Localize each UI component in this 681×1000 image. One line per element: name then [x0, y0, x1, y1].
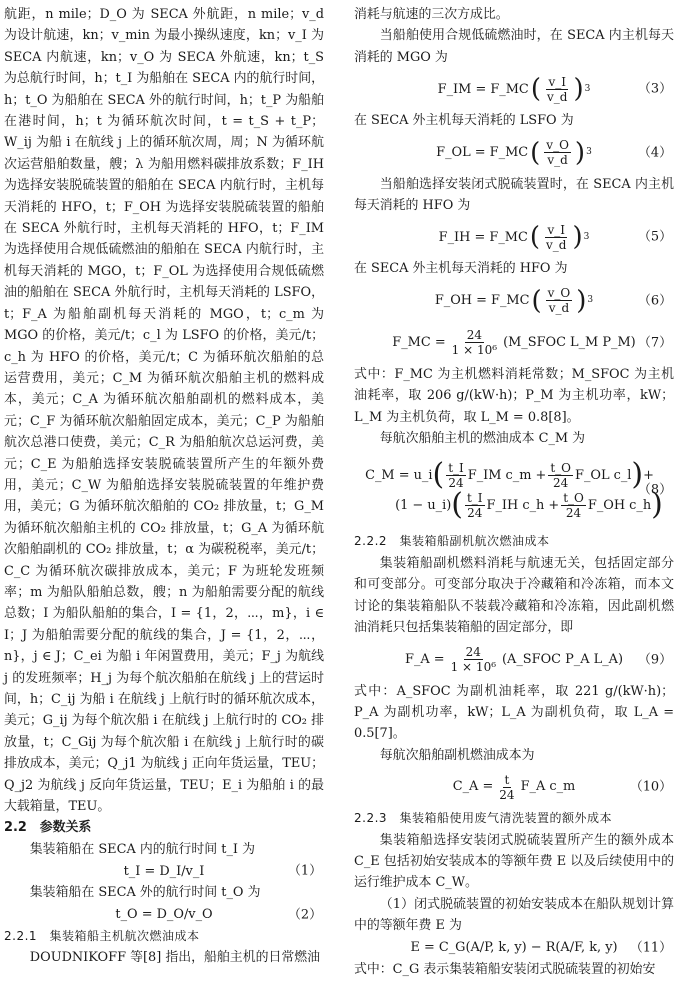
- equation-5-lhs: F_IH = F_MC: [438, 229, 528, 245]
- equation-7-number: （7）: [638, 335, 672, 351]
- equation-10-numerator: t: [504, 772, 510, 787]
- equation-4-lhs: F_OL = F_MC: [436, 144, 529, 160]
- equation-5-exponent: 3: [583, 231, 590, 242]
- equation-9-denominator: 1 × 10⁶: [450, 660, 497, 674]
- equation-10-rhs: F_A c_m: [520, 779, 576, 795]
- equation-9-number: （9）: [638, 651, 672, 667]
- eq9-description: 式中：A_SFOC 为副机油耗率，取 221 g/(kW·h)；P_A 为副机功率，kW；L_A 为副机负荷，取 L_A = 0.5[7]。: [354, 683, 674, 742]
- equation-6-number: （6）: [638, 293, 672, 309]
- symbol-definitions: 航距，n mile；D_O 为 SECA 外航距，n mile；v_d 为设计航速，kn；v_min 为最小操纵速度，kn；v_I 为 SECA 内航速，kn；v_O 为 SECA 外航速，kn；t_S 为总航行时间，h；t_I 为船舶在 SECA 内的航行时间，h；t_O 为船舶在 SECA 外的航行时间，h；t_P 为船舶在港时间，h；t 为循环航次时间，t = t_S + t_P；W_ij 为船 i 在航线 j 上的循环航次周，周；N 为循环航次运营船舶数量，艘；λ 为船用燃料碳排放系数；F_IH 为选择安装脱硫装置的船舶在 SECA 内航行时，主机每天消耗的 HFO，t；F_OH 为选择安装脱硫装置的船舶在 SECA 外航行时，主机每天消耗的 HFO，t；F_IM 为选择使用合规低硫燃油的船舶在 SECA 内航行时，主机每天消耗的 MGO，t；F_OL 为选择使用合规低硫燃油的船舶在 SECA 外航行时，主机每天消耗的 LSFO，t；F_A 为船舶副机每天消耗的 MGO，t；c_m 为 MGO 的价格，美元/t；c_l 为 LSFO 的价格，美元/t；c_h 为 HFO 的价格，美元/t；C 为循环航次船舶的总运营费用，美元；C_M 为循环航次船舶主机的燃料成本，美元；C_A 为循环航次船舶副机的燃料成本，美元；C_F 为循环航次船舶固定成本，美元；C_P 为船舶航次总港口使费，美元；C_R 为船舶航次总运河费，美元；C_E 为船舶选择安装脱硫装置所产生的年额外费用，美元；C_W 为船舶选择安装脱硫装置的年维护费用，美元；G 为循环航次船舶的 CO₂ 排放量，t；G_M 为循环航次船舶主机的 CO₂ 排放量，t；G_A 为循环航次船舶副机的 CO₂ 排放量，t；α 为碳税税率，美元/t；C_C 为循环航次碳排放成本，美元；F 为班轮发班频率；m 为船队船舶总数，艘；n 为船舶需要分配的航线总数；I 为船队船舶的集合，I = {1，2，⋯，m}，i ∈ I；J 为船舶需要分配的航线的集合，J = {1，2，⋯，n}，j ∈ J；C_ei 为船 i 年闲置费用，美元；F_j 为航线 j 的发班频率；H_j 为每个航次船舶在航线 j 上的营运时间，h；C_ij 为船 i 在航线 j 上航行时的循环航次成本，美元；G_ij 为每个航次船 i 在航线 j 上航行时的 CO₂ 排放量，t；C_Gij 为每个航次船 i 在航线 j 上航行时的碳排放成本，美元；Q_j1 为航线 j 正向年货运量，TEU；Q_j2 为航线 j 反向年货运量，TEU；E_i 为船舶 i 的最大载箱量，TEU。: [4, 7, 324, 815]
- equation-8-frac-a-bot: 24: [448, 475, 464, 490]
- equation-8-number: （8）: [638, 482, 672, 498]
- equation-9: [354, 639, 674, 681]
- equation-8-frac-b-bot: 24: [553, 475, 569, 490]
- equation-10-lhs: C_A =: [452, 779, 494, 795]
- extra-cost-paragraph: 集装箱船选择安装闭式脱硫装置所产生的额外成本 C_E 包括初始安装成本的等额年费 E 以及后续使用中的运行维护成本 C_W。: [354, 832, 674, 891]
- eq5-intro: 当船舶选择安装闭式脱硫装置时，在 SECA 内主机每天消耗的 HFO 为: [354, 176, 674, 214]
- eq2-intro: 集装箱船在 SECA 外的航行时间 t_O 为: [29, 885, 261, 901]
- equation-8-line-1: C_M = u_i ( $\frac{t\_I}{24}$ F_IM c_m + $\frac{t\_O}{24}$ F_OL c_l ) +: [365, 457, 654, 493]
- equation-8-line-1-lhs: C_M = u_i: [365, 467, 433, 483]
- equation-11-body: E = C_G(A/P, k, y) − R(A/F, k, y): [410, 939, 618, 955]
- equation-8-term-d: F_OH c_h: [587, 497, 652, 513]
- equation-8-term-b: F_OL c_l: [575, 467, 632, 483]
- equation-7-denominator: 1 × 10⁶: [451, 343, 498, 358]
- eq10-intro: 每航次船舶副机燃油成本为: [379, 747, 535, 763]
- subsection-heading-2-2-2: 2.2.2 集装箱船副机航次燃油成本: [354, 534, 550, 549]
- aux-engine-paragraph: 集装箱船副机燃料消耗与航速无关，包括固定部分和可变部分。可变部分取决于冷藏箱和冷冻箱，而本文讨论的集装箱船队不装载冷藏箱和冷冻箱，因此副机燃油消耗只包括集装箱船的固定部分，即: [354, 555, 674, 636]
- equation-3-exponent: 3: [584, 83, 591, 94]
- subsection-heading-2-2-3: 2.2.3 集装箱船使用废气清洗装置的额外成本: [354, 811, 613, 826]
- equation-8-frac-c-bot: 24: [467, 505, 483, 520]
- eq7-description: 式中：F_MC 为主机燃料消耗常数；M_SFOC 为主机油耗率，取 206 g/(kW·h)；P_M 为主机功率，kW；L_M 为主机负荷，取 L_M = 0.8[8]。: [354, 366, 674, 425]
- equation-11: [354, 937, 674, 959]
- equation-7: [354, 322, 674, 364]
- equation-4-denominator: v_d: [547, 153, 568, 168]
- equation-8-frac-b-top: t_O: [550, 460, 572, 475]
- equation-11-number: （11）: [629, 939, 672, 955]
- equation-6-denominator: v_d: [548, 301, 570, 316]
- equation-4-exponent: 3: [586, 146, 592, 157]
- item-1-paragraph: （1）闭式脱硫装置的初始安装成本在船队规划计算中的等额年费 E 为: [354, 896, 674, 934]
- equation-5-numerator: v_I: [547, 222, 565, 237]
- subsection-heading-2-2-1: 2.2.1 集装箱船主机航次燃油成本: [4, 928, 200, 943]
- continuation-text: 消耗与航速的三次方成比。: [354, 7, 509, 22]
- equation-10: [354, 766, 674, 808]
- eq3-intro: 当船舶使用合规低硫燃油时，在 SECA 内主机每天消耗的 MGO 为: [354, 28, 674, 65]
- equation-4-numerator: v_O: [546, 138, 569, 153]
- equation-2-body: t_O = D_O/v_O: [115, 906, 213, 922]
- equation-8-frac-a-top: t_I: [448, 460, 464, 475]
- section-heading-2-2: 2.2 参数关系: [4, 820, 92, 836]
- equation-4: F_OL = F_MC ( $\frac{v\_O}{v\_d}$ ) 3 （4）: [436, 137, 672, 168]
- equation-6-lhs: F_OH = F_MC: [434, 293, 530, 309]
- equation-3-denominator: v_d: [546, 89, 568, 104]
- left-column: [4, 4, 324, 968]
- eq1-intro: 集装箱船在 SECA 内的航行时间 t_I 为: [29, 841, 256, 857]
- equation-8-term-a: F_IM c_m +: [467, 467, 547, 483]
- equation-5-number: （5）: [638, 229, 672, 245]
- equation-5-denominator: v_d: [545, 237, 567, 252]
- equation-3-number: （3）: [638, 81, 672, 97]
- equation-8-frac-d-top: t_O: [563, 490, 584, 505]
- doudnikoff-paragraph: DOUDNIKOFF 等[8] 指出，船舶主机的日常燃油: [29, 950, 321, 966]
- equation-3-numerator: v_I: [548, 74, 566, 89]
- equation-1: [4, 860, 324, 882]
- equation-6-numerator: v_O: [547, 286, 571, 301]
- equation-8-plus: +: [643, 467, 654, 483]
- equation-9-lhs: F_A =: [405, 651, 445, 667]
- equation-8-term-c: F_IH c_h +: [486, 497, 560, 513]
- equation-9-rhs: (A_SFOC P_A L_A): [502, 651, 623, 667]
- equation-3: F_IM = F_MC ( $\frac{v\_I}{v\_d}$ ) 3 （3）: [437, 74, 672, 105]
- equation-1-body: t_I = D_I/v_I: [123, 863, 205, 879]
- equation-6: F_OH = F_MC ( $\frac{v\_O}{v\_d}$ ) 3 （6）: [434, 285, 672, 316]
- equation-9-numerator: 24: [465, 645, 481, 659]
- equation-4-number: （4）: [638, 144, 672, 160]
- equation-7-lhs: F_MC =: [392, 335, 446, 351]
- equation-1-number: （1）: [288, 863, 322, 879]
- equation-10-denominator: 24: [499, 787, 515, 802]
- right-column: [354, 4, 674, 980]
- eq8-intro: 每航次船舶主机的燃油成本 C_M 为: [379, 431, 586, 447]
- equation-6-exponent: 3: [587, 295, 594, 306]
- equation-3-lhs: F_IM = F_MC: [437, 81, 529, 97]
- last-paragraph: 式中：C_G 表示集装箱船安装闭式脱硫装置的初始安: [354, 961, 656, 977]
- equation-8-frac-c-top: t_I: [466, 490, 483, 505]
- equation-7-numerator: 24: [466, 328, 482, 343]
- equation-2: [4, 904, 324, 926]
- equation-7-rhs: (M_SFOC L_M P_M): [503, 335, 636, 351]
- equation-8: [354, 449, 674, 531]
- eq4-intro: 在 SECA 外主机每天消耗的 LSFO 为: [354, 113, 574, 129]
- eq6-intro: 在 SECA 外主机每天消耗的 HFO 为: [354, 261, 568, 277]
- equation-8-line-2: (1 − u_i) ( $\frac{t\_I}{24}$ F_IH c_h + $\frac{t\_O}{24}$ F_OH c_h ): [395, 487, 663, 523]
- equation-10-number: （10）: [629, 779, 672, 795]
- equation-8-line-2-lhs: (1 − u_i): [395, 497, 452, 513]
- equation-8-frac-d-bot: 24: [565, 505, 582, 520]
- equation-2-number: （2）: [288, 906, 322, 922]
- equation-5: F_IH = F_MC ( $\frac{v\_I}{v\_d}$ ) 3 （5）: [438, 222, 672, 253]
